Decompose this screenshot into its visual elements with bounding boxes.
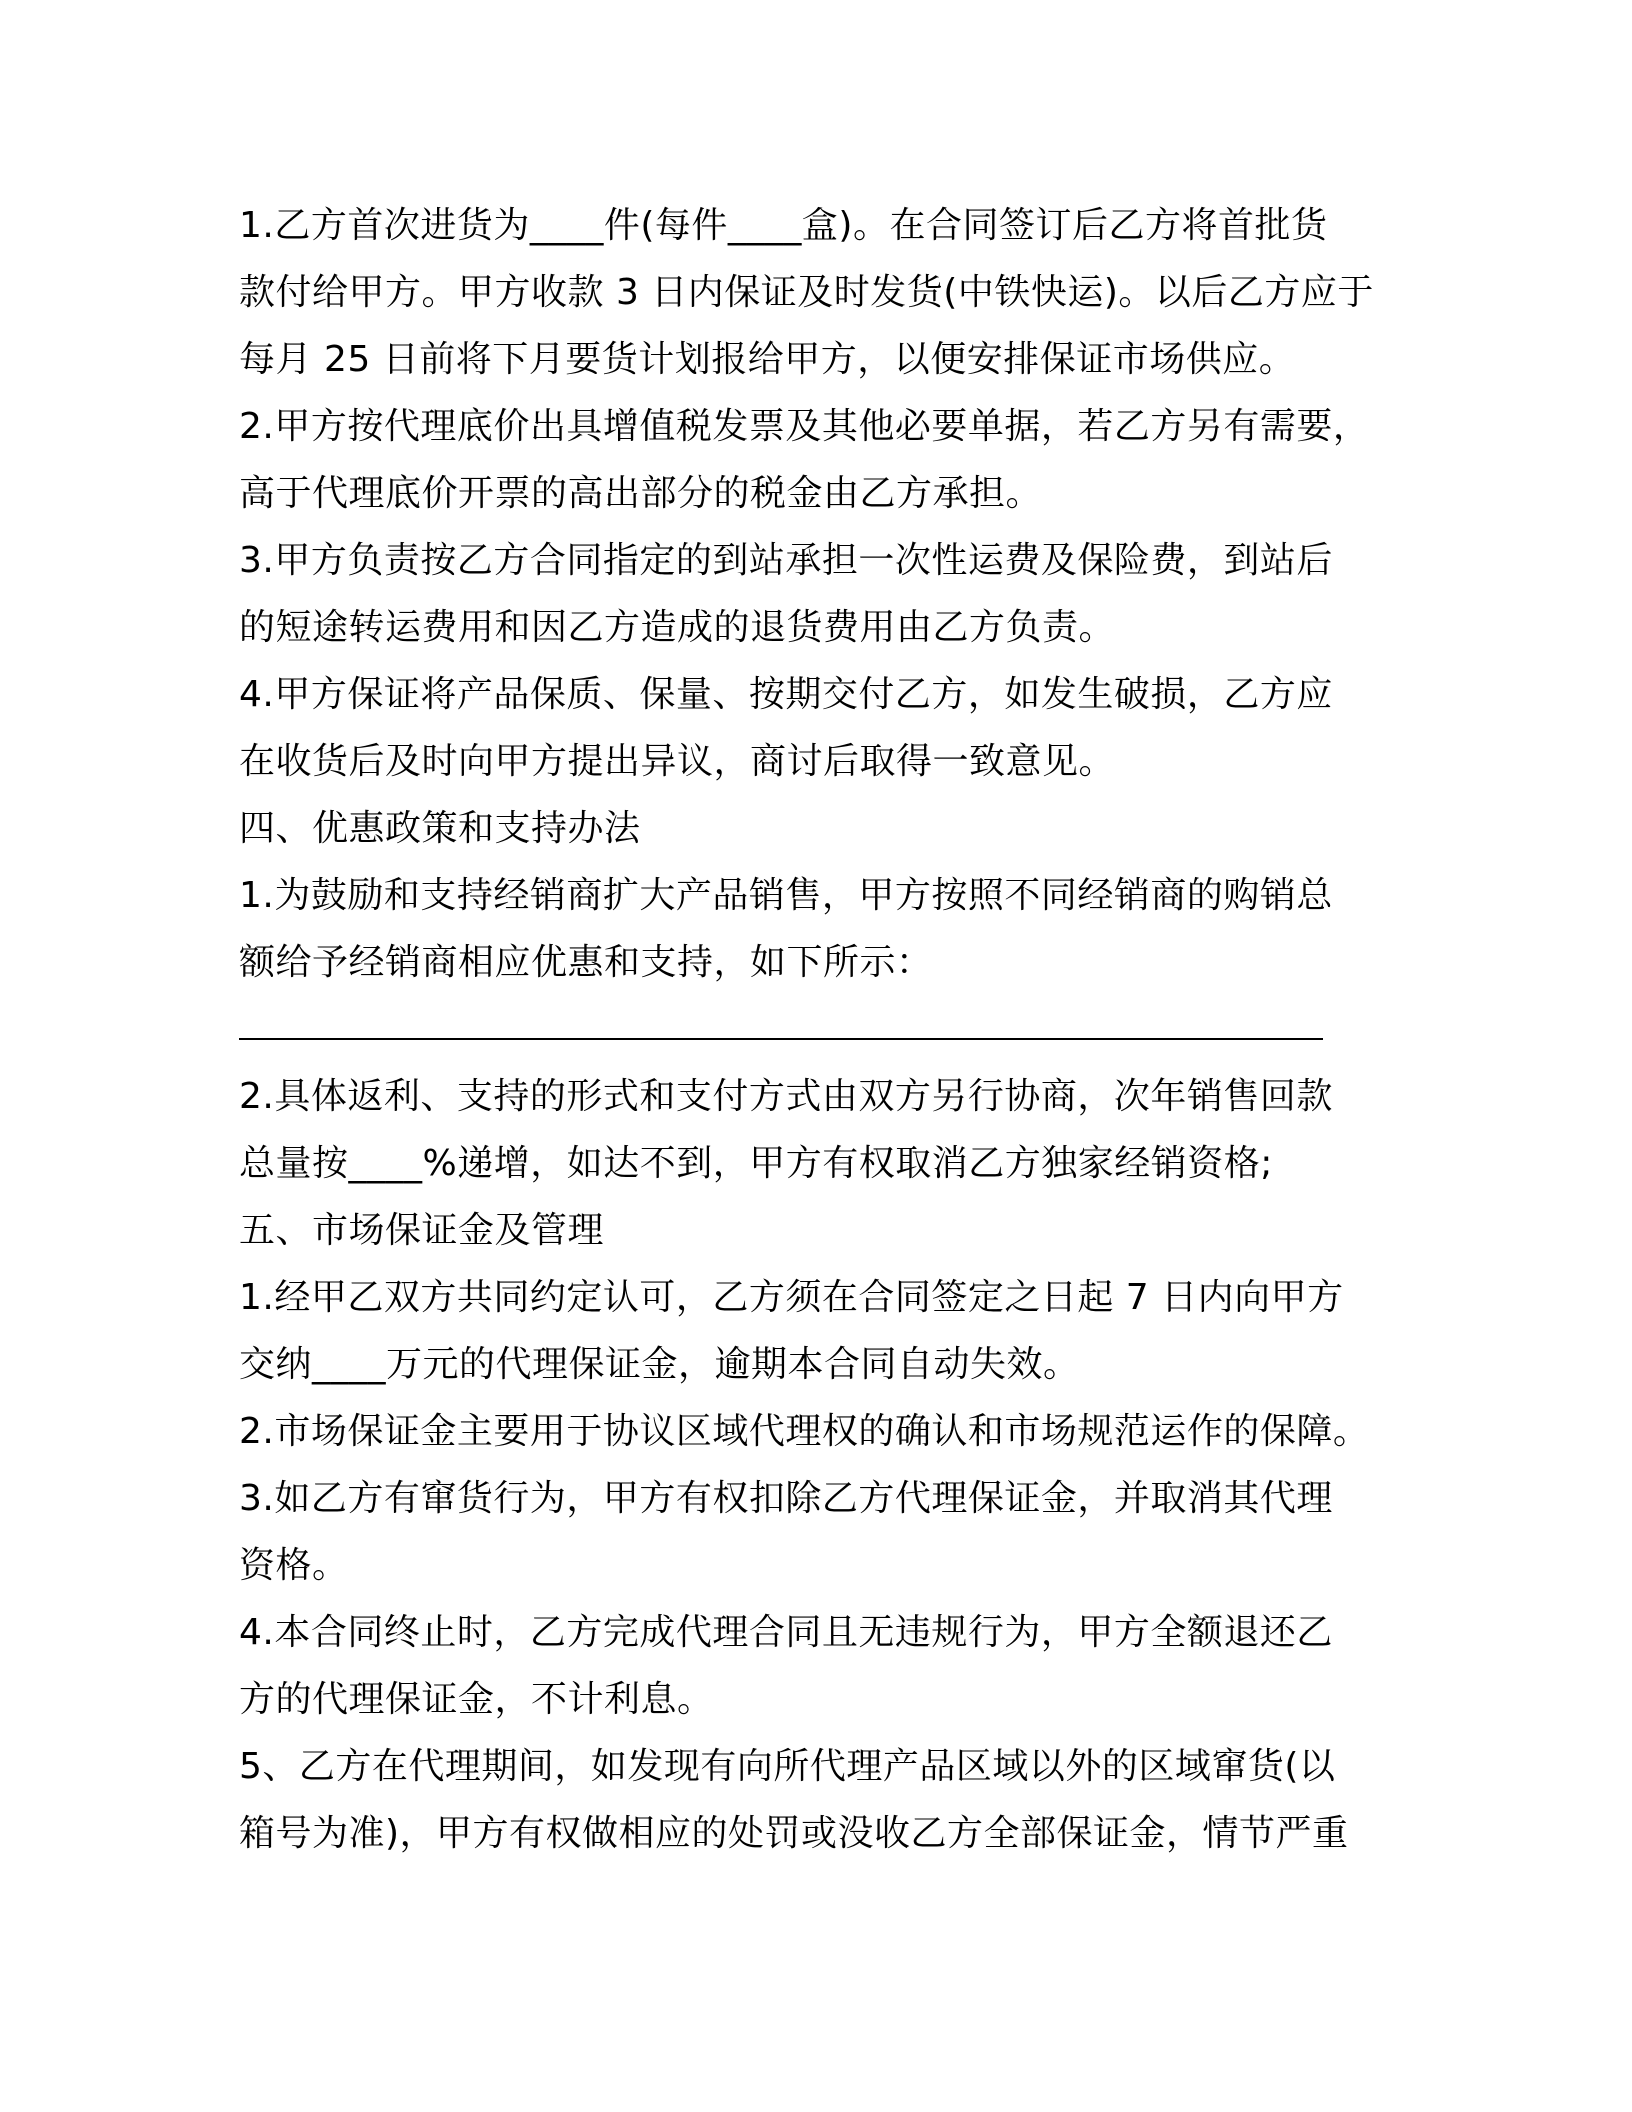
text-line: 3.甲方负责按乙方合同指定的到站承担一次性运费及保险费，到站后 [239,540,1333,581]
text-line: 1.为鼓励和支持经销商扩大产品销售，甲方按照不同经销商的购销总 [239,875,1333,916]
text-line: 交纳____万元的代理保证金，逾期本合同自动失效。 [239,1344,1080,1385]
text-line: 1.经甲乙双方共同约定认可，乙方须在合同签定之日起 7 日内向甲方 [239,1277,1344,1318]
text-line: 5、乙方在代理期间，如发现有向所代理产品区域以外的区域窜货(以 [239,1746,1336,1787]
text-line: 3.如乙方有窜货行为，甲方有权扣除乙方代理保证金，并取消其代理 [239,1478,1333,1519]
text-line: 额给予经销商相应优惠和支持，如下所示： [239,942,933,983]
section-heading: 五、市场保证金及管理 [239,1210,605,1251]
text-line: 总量按____%递增，如达不到，甲方有权取消乙方独家经销资格; [239,1143,1273,1184]
text-line: 每月 25 日前将下月要货计划报给甲方，以便安排保证市场供应。 [239,339,1296,380]
text-line: 在收货后及时向甲方提出异议，商讨后取得一致意见。 [239,741,1116,782]
text-line: 4.本合同终止时，乙方完成代理合同且无违规行为，甲方全额退还乙 [239,1612,1333,1653]
text-line: 2.甲方按代理底价出具增值税发票及其他必要单据，若乙方另有需要， [239,406,1370,447]
text-line: 资格。 [239,1545,349,1586]
contract-body [239,192,1409,1867]
text-line: 4.甲方保证将产品保质、保量、按期交付乙方，如发生破损，乙方应 [239,674,1333,715]
blank-rule-line [239,996,1409,1063]
text-line: 款付给甲方。甲方收款 3 日内保证及时发货(中铁快运)。以后乙方应于 [239,272,1374,313]
text-line: 2.具体返利、支持的形式和支付方式由双方另行协商，次年销售回款 [239,1076,1333,1117]
text-line: 2.市场保证金主要用于协议区域代理权的确认和市场规范运作的保障。 [239,1411,1370,1452]
section-heading: 四、优惠政策和支持办法 [239,808,641,849]
text-line: 的短途转运费用和因乙方造成的退货费用由乙方负责。 [239,607,1116,648]
underline-rule [239,1038,1323,1040]
text-line: 方的代理保证金，不计利息。 [239,1679,714,1720]
text-line: 1.乙方首次进货为____件(每件____盒)。在合同签订后乙方将首批货 [239,205,1328,246]
text-line: 箱号为准)，甲方有权做相应的处罚或没收乙方全部保证金，情节严重 [239,1813,1349,1854]
text-line: 高于代理底价开票的高出部分的税金由乙方承担。 [239,473,1043,514]
